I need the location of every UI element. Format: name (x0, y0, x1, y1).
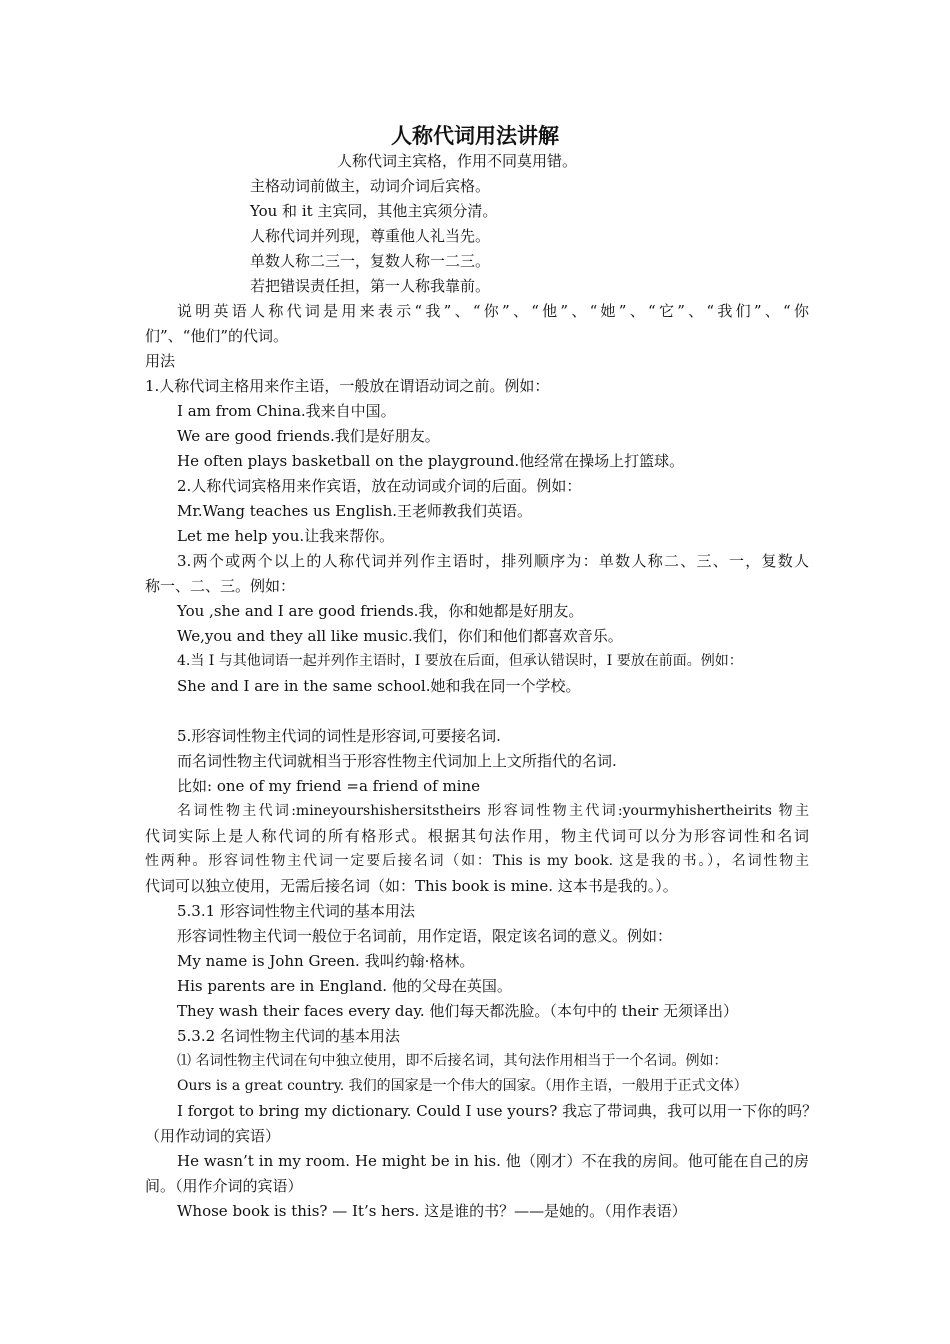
rule-5-line: 比如: one of my friend =a friend of mine (177, 777, 481, 795)
example: Ours is a great country. 我们的国家是一个伟大的国家。（用作主语，一般用于正式文体） (177, 1078, 748, 1094)
rule-5: 5.形容词性物主代词的词性是形容词,可要接名词. (177, 727, 501, 745)
example: His parents are in England. 他的父母在英国。 (177, 977, 512, 995)
example: They wash their faces every day. 他们每天都洗脸。（本句中的 their 无须译出） (177, 1002, 739, 1020)
example: She and I are in the same school.她和我在同一个学校。 (177, 677, 581, 695)
section-intro: ⑴ 名词性物主代词在句中独立使用，即不后接名词，其句法作用相当于一个名词。例如： (177, 1053, 728, 1069)
example: You ,she and I are good friends.我，你和她都是好朋友。 (177, 602, 584, 620)
poem-line: 人称代词并列现，尊重他人礼当先。 (250, 227, 491, 245)
rule-2: 2.人称代词宾格用来作宾语，放在动词或介词的后面。例如： (177, 477, 582, 495)
example-note: 间。（用作介词的宾语） (145, 1177, 303, 1195)
poem-line: 人称代词主宾格，作用不同莫用错。 (337, 152, 578, 170)
example: I am from China.我来自中国。 (177, 402, 396, 420)
rule-3-cont: 称一、二、三。例如： (145, 577, 296, 595)
example: We,you and they all like music.我们，你们和他们都喜欢音乐。 (177, 627, 623, 645)
poem-line: 主格动词前做主，动词介词后宾格。 (250, 177, 491, 195)
example: Mr.Wang teaches us English.王老师教我们英语。 (177, 502, 533, 520)
section-heading: 5.3.2 名词性物主代词的基本用法 (177, 1027, 400, 1045)
para-5-line: 代词可以独立使用，无需后接名词（如：This book is mine. 这本书是我的。）。 (145, 877, 678, 895)
para-5-line: 性两种。形容词性物主代词一定要后接名词（如：This is my book. 这是我的书。），名词性物主 (145, 853, 809, 869)
section-heading: 5.3.1 形容词性物主代词的基本用法 (177, 902, 415, 920)
poem-line: 若把错误责任担，第一人称我靠前。 (250, 277, 491, 295)
para-5-line: 名词性物主代词:mineyourshishersitstheirs 形容词性物主代词:yourmyhishertheirits 物主 (177, 803, 809, 819)
usage-heading: 用法 (145, 352, 176, 370)
example: We are good friends.我们是好朋友。 (177, 427, 440, 445)
example: Whose book is this? — It’s hers. 这是谁的书？——是她的。（用作表语） (177, 1202, 687, 1220)
poem-line: You 和 it 主宾同，其他主宾须分清。 (250, 202, 498, 220)
rule-5-line: 而名词性物主代词就相当于形容性物主代词加上上文所指代的名词. (177, 752, 617, 770)
example-note: （用作动词的宾语） (145, 1127, 281, 1145)
section-intro: 形容词性物主代词一般位于名词前，用作定语，限定该名词的意义。例如： (177, 927, 673, 945)
example: Let me help you.让我来帮你。 (177, 527, 395, 545)
example: My name is John Green. 我叫约翰·格林。 (177, 952, 475, 970)
rule-1: 1.人称代词主格用来作主语，一般放在谓语动词之前。例如： (145, 377, 550, 395)
rule-3: 3.两个或两个以上的人称代词并列作主语时，排列顺序为：单数人称二、三、一，复数人 (177, 552, 809, 570)
example: I forgot to bring my dictionary. Could I use yours? 我忘了带词典，我可以用一下你的吗？ (177, 1102, 818, 1120)
explain-line: 们”、“他们”的代词。 (145, 327, 289, 345)
page-title: 人称代词用法讲解 (391, 123, 559, 148)
poem-line: 单数人称二三一，复数人称一二三。 (250, 252, 491, 270)
example: He wasn’t in my room. He might be in his. 他（刚才）不在我的房间。他可能在自己的房 (177, 1152, 809, 1170)
example: He often plays basketball on the playground.他经常在操场上打篮球。 (177, 452, 685, 470)
explain-line: 说明英语人称代词是用来表示“我”、“你”、“他”、“她”、“它”、“我们”、“你 (177, 302, 809, 320)
para-5-line: 代词实际上是人称代词的所有格形式。根据其句法作用，物主代词可以分为形容词性和名词 (145, 827, 809, 845)
rule-4: 4.当 I 与其他词语一起并列作主语时，I 要放在后面，但承认错误时，I 要放在前面。例如： (177, 653, 743, 669)
